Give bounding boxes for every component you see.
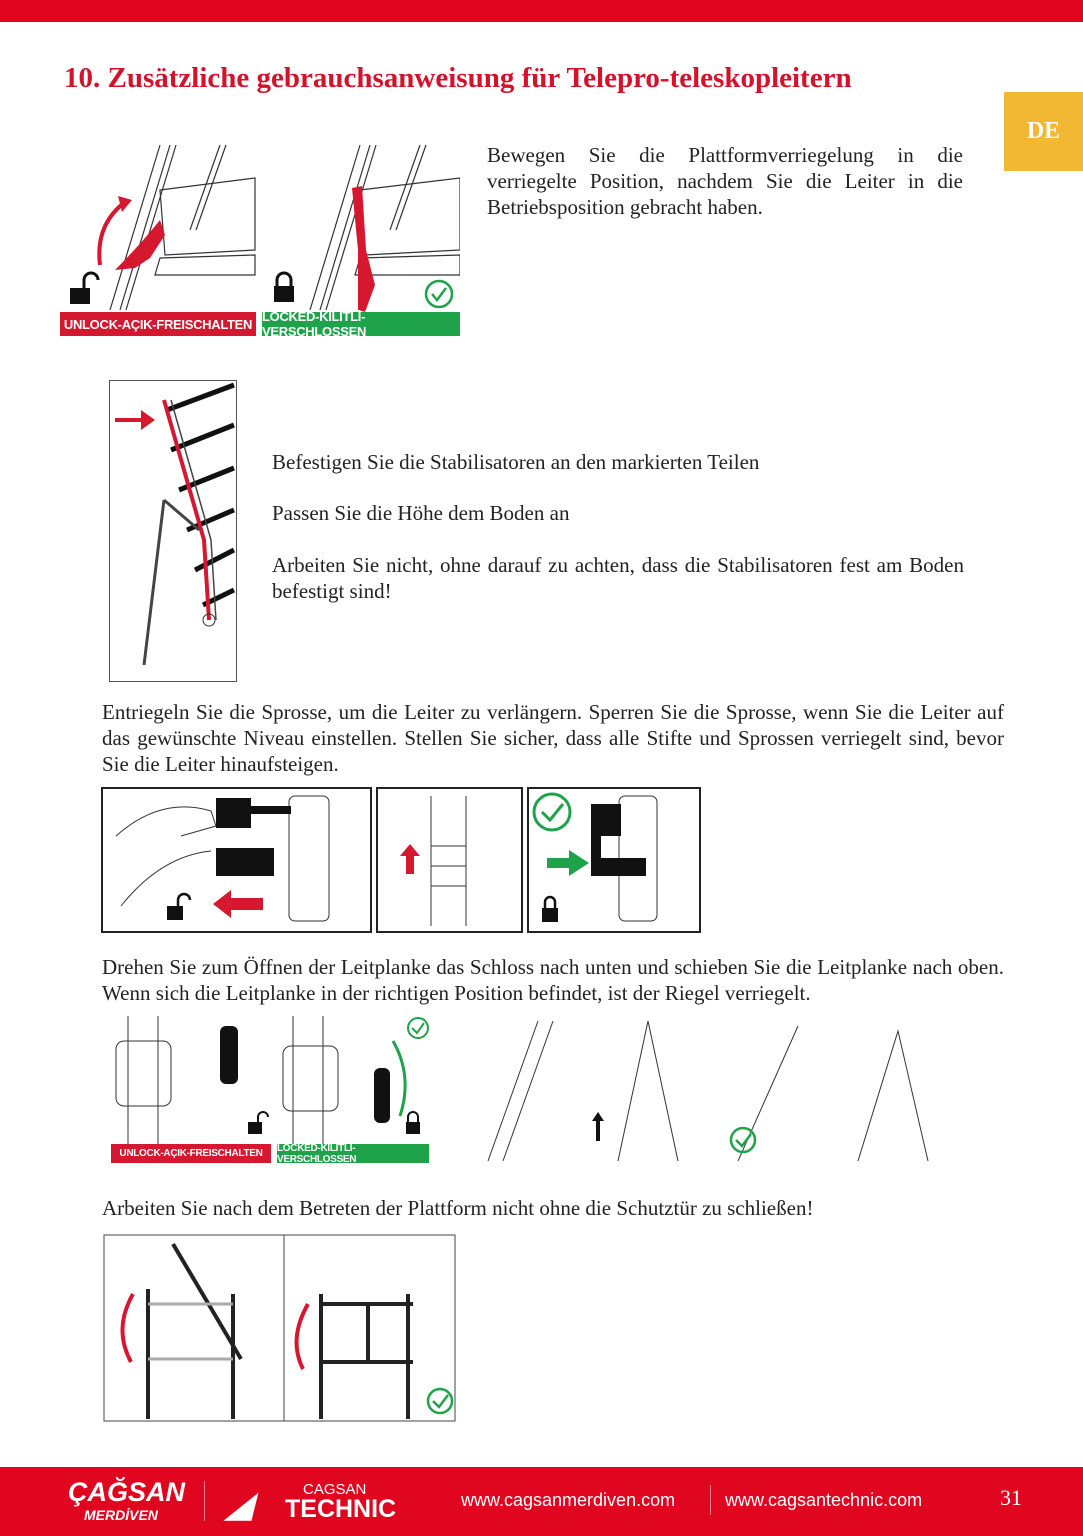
locked-latch — [352, 186, 375, 312]
divider — [710, 1485, 711, 1515]
technic-logo-icon: ◢ — [226, 1486, 253, 1524]
website-link-merdiven[interactable]: www.cagsanmerdiven.com — [461, 1490, 676, 1510]
brand-logo-sub: MERDİVEN — [84, 1507, 158, 1523]
arrow-up-icon — [592, 1112, 604, 1141]
arrow-up-icon — [400, 844, 420, 874]
guardrail-lock-illustrations — [108, 1016, 930, 1162]
stabilizer-illustration — [109, 380, 237, 682]
stabilizer-instruction-1: Befestigen Sie die Stabilisatoren an den markierten Teilen — [272, 450, 760, 474]
arrow-right-icon — [115, 410, 155, 430]
rung-instruction: Entriegeln Sie die Sprosse, um die Leiter zu verlängern. Sperren Sie die Sprosse, wenn Sie die Leiter auf das gewünschte Niveau einstellen. Stellen Sie sicher, dass alle Stifte und Sprossen verriegelt sind, bevor Sie die Leiter hinaufsteigen. — [102, 700, 1004, 776]
lock-icon — [406, 1112, 420, 1134]
unlock-icon — [167, 894, 190, 920]
check-icon — [428, 1389, 452, 1413]
safety-door-illustrations — [103, 1234, 457, 1422]
stabilizer-instruction-2: Passen Sie die Höhe dem Boden an — [272, 501, 570, 525]
language-tab: DE — [1004, 92, 1083, 171]
top-bar — [0, 0, 1083, 22]
page-title: 10. Zusätzliche gebrauchsanweisung für Telepro-teleskopleitern — [64, 62, 852, 94]
platform-lock-instruction: Bewegen Sie die Plattformverriegelung in die verriegelte Position, nachdem Sie die Leiter in die Betriebsposition gebracht haben. — [487, 143, 963, 219]
footer — [0, 1467, 1083, 1536]
arrow-left-icon — [213, 890, 263, 918]
arrow-right-green-icon — [547, 850, 589, 876]
rung-lock-illustrations — [101, 786, 703, 934]
lock-icon — [274, 273, 294, 302]
locked-label: LOCKED-KİLİTLİ-VERSCHLOSSEN — [262, 312, 460, 336]
safety-door-warning: Arbeiten Sie nach dem Betreten der Plattform nicht ohne die Schutztür zu schließen! — [102, 1196, 814, 1220]
check-icon — [731, 1128, 755, 1152]
arrow-rotate-icon — [99, 202, 125, 265]
unlock-icon — [248, 1112, 268, 1134]
brand-logo-cagsan: ÇAĞSAN — [68, 1477, 186, 1507]
brand-technic-top: CAGSAN — [303, 1481, 367, 1498]
unlocked-latch — [115, 220, 165, 270]
check-icon — [408, 1018, 428, 1038]
divider — [204, 1481, 205, 1521]
check-icon — [534, 794, 570, 830]
page-number: 31 — [1000, 1485, 1022, 1510]
stabilizer-warning: Arbeiten Sie nicht, ohne darauf zu achten, dass die Stabilisatoren fest am Boden befestigt sind! — [272, 553, 964, 603]
platform-lock-illustration — [60, 140, 460, 312]
check-icon — [426, 281, 452, 307]
guardrail-instruction: Drehen Sie zum Öffnen der Leitplanke das Schloss nach unten und schieben Sie die Leitplanke nach oben. Wenn sich die Leitplanke in der richtigen Position befindet, ist der Riegel verriegelt. — [102, 955, 1004, 1005]
unlock-label: UNLOCK-AÇIK-FREISCHALTEN — [60, 312, 256, 336]
locked-label: LOCKED-KİLİTLİ-VERSCHLOSSEN — [277, 1144, 429, 1163]
unlock-label: UNLOCK-AÇIK-FREISCHALTEN — [111, 1144, 271, 1163]
brand-technic: TECHNIC — [285, 1495, 397, 1523]
unlock-icon — [70, 273, 98, 304]
website-link-technic[interactable]: www.cagsantechnic.com — [725, 1490, 923, 1510]
lock-icon — [542, 897, 558, 922]
